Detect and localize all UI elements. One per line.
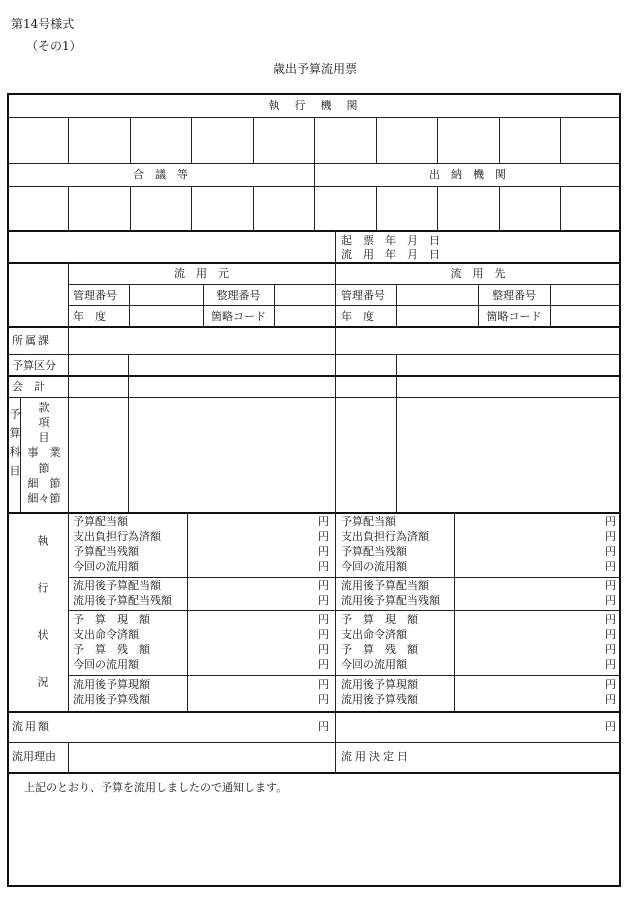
source-status-label: 今回の流用額 xyxy=(73,658,139,671)
line xyxy=(130,117,131,163)
source-status-label: 流用後予算配当残額 xyxy=(73,594,172,607)
line xyxy=(68,742,69,772)
dest-status-label: 流用後予算配当残額 xyxy=(341,594,440,607)
dest-mgmt-no-label: 管理番号 xyxy=(341,289,385,302)
line xyxy=(376,186,377,230)
source-ref-no-label: 整理番号 xyxy=(216,289,261,302)
yen-unit: 円 xyxy=(605,594,616,607)
account-label: 会 計 xyxy=(12,380,45,393)
form-number: 第14号様式 xyxy=(11,17,75,31)
line xyxy=(68,375,69,397)
line xyxy=(7,772,621,774)
line xyxy=(7,326,621,328)
line xyxy=(68,512,69,711)
dest-status-label: 支出命令済額 xyxy=(341,628,407,641)
budget-item-line: 事 業 xyxy=(27,446,61,459)
dest-status-label: 流用後予算配当額 xyxy=(341,579,429,592)
yen-unit: 円 xyxy=(318,515,329,528)
notice-text: 上記のとおり、予算を流用しましたので通知します。 xyxy=(24,781,288,794)
source-mgmt-no-label: 管理番号 xyxy=(73,289,117,302)
dest-status-label: 支出負担行為済額 xyxy=(341,530,429,543)
source-year-label: 年 度 xyxy=(73,310,106,323)
budget-item-line: 款 xyxy=(38,401,50,414)
line xyxy=(68,186,69,230)
dest-status-label: 今回の流用額 xyxy=(341,658,407,671)
line xyxy=(437,117,438,163)
yen-unit: 円 xyxy=(318,530,329,543)
line xyxy=(274,284,275,326)
line xyxy=(314,186,315,230)
yen-unit: 円 xyxy=(605,613,616,626)
line xyxy=(7,230,621,232)
yen-unit: 円 xyxy=(318,693,329,706)
dest-header: 流 用 先 xyxy=(450,267,506,280)
yen-unit: 円 xyxy=(318,678,329,691)
line xyxy=(335,326,336,512)
yen-unit: 円 xyxy=(318,613,329,626)
yen-unit: 円 xyxy=(318,658,329,671)
line xyxy=(187,512,188,711)
source-status-label: 流用後予算残額 xyxy=(73,693,150,706)
source-status-label: 流用後予算現額 xyxy=(73,678,150,691)
dest-status-label: 流用後予算現額 xyxy=(341,678,418,691)
line xyxy=(253,186,254,230)
line xyxy=(396,284,397,326)
yen-unit: 円 xyxy=(605,658,616,671)
source-status-label: 予 算 現 額 xyxy=(73,613,150,626)
dept-label: 所属課 xyxy=(12,334,51,347)
source-status-label: 流用後予算配当額 xyxy=(73,579,161,592)
line xyxy=(128,354,129,512)
line xyxy=(550,284,551,326)
exec-agency-header: 執 行 機 関 xyxy=(268,99,360,112)
line xyxy=(130,186,131,230)
line xyxy=(68,326,69,376)
line xyxy=(68,610,621,611)
line xyxy=(68,284,621,285)
line xyxy=(560,117,561,163)
yen-unit: 円 xyxy=(318,643,329,656)
line xyxy=(454,512,455,711)
yen-unit: 円 xyxy=(605,530,616,543)
source-status-label: 予 算 残 額 xyxy=(73,643,150,656)
line xyxy=(7,742,621,743)
yen-unit: 円 xyxy=(605,643,616,656)
dest-status-label: 流用後予算残額 xyxy=(341,693,418,706)
yen-unit: 円 xyxy=(318,560,329,573)
line xyxy=(68,675,621,676)
source-status-label: 支出負担行為済額 xyxy=(73,530,161,543)
line xyxy=(314,117,315,163)
line xyxy=(7,512,621,514)
budget-item-line: 項 xyxy=(38,416,50,429)
yen-unit: 円 xyxy=(605,560,616,573)
budget-item-line: 節 xyxy=(38,462,50,475)
source-status-label: 予算配当残額 xyxy=(73,545,139,558)
dest-ref-no-label: 整理番号 xyxy=(492,289,536,302)
document-title: 歳出予算流用票 xyxy=(272,62,357,76)
line xyxy=(499,186,500,230)
line xyxy=(191,186,192,230)
source-code-label: 箇略コード xyxy=(211,310,266,323)
transfer-date-label: 流 用 年 月 日 xyxy=(341,248,440,261)
yen-unit: 円 xyxy=(605,678,616,691)
yen-unit: 円 xyxy=(318,628,329,641)
yen-unit: 円 xyxy=(605,579,616,592)
budget-item-line: 目 xyxy=(38,431,50,444)
line xyxy=(68,117,69,163)
line xyxy=(7,262,621,264)
budget-div-label: 予算区分 xyxy=(12,359,56,372)
line xyxy=(7,397,621,398)
council-header: 合 議 等 xyxy=(133,168,188,181)
line xyxy=(376,117,377,163)
transfer-reason-label: 流用理由 xyxy=(12,750,56,763)
budget-item-line: 細々節 xyxy=(27,492,61,505)
source-status-label: 予算配当額 xyxy=(73,515,128,528)
budget-item-line: 細 節 xyxy=(27,477,61,490)
line xyxy=(335,711,336,772)
line xyxy=(560,186,561,230)
line xyxy=(437,186,438,230)
line xyxy=(396,354,397,512)
form-subnumber: （その1） xyxy=(26,39,82,53)
source-status-label: 支出命令済額 xyxy=(73,628,139,641)
treasury-header: 出 納 機 関 xyxy=(429,168,506,181)
transfer-amount-label: 流用額 xyxy=(12,720,51,733)
line xyxy=(253,117,254,163)
line xyxy=(335,512,336,711)
source-header: 流 用 元 xyxy=(174,267,229,280)
yen-unit: 円 xyxy=(318,579,329,592)
line xyxy=(68,305,621,306)
transfer-amount-yen-right: 円 xyxy=(605,720,616,733)
dest-status-label: 予 算 現 額 xyxy=(341,613,418,626)
line xyxy=(191,117,192,163)
line xyxy=(335,230,336,262)
yen-unit: 円 xyxy=(605,515,616,528)
line xyxy=(499,117,500,163)
line xyxy=(68,577,621,578)
yen-unit: 円 xyxy=(605,693,616,706)
decision-date-label: 流用決定日 xyxy=(341,750,411,763)
draft-date-label: 起 票 年 月 日 xyxy=(341,234,440,247)
yen-unit: 円 xyxy=(318,545,329,558)
line xyxy=(7,375,621,377)
line xyxy=(7,711,621,713)
line xyxy=(129,284,130,326)
line xyxy=(68,397,69,512)
dest-year-label: 年 度 xyxy=(341,310,374,323)
line xyxy=(7,354,621,355)
dest-status-label: 予算配当残額 xyxy=(341,545,407,558)
dest-status-label: 今回の流用額 xyxy=(341,560,407,573)
dest-code-label: 箇略コード xyxy=(486,310,542,323)
yen-unit: 円 xyxy=(605,628,616,641)
budget-items-group-label: 予算科目 xyxy=(8,408,21,484)
dest-status-label: 予算配当額 xyxy=(341,515,396,528)
source-status-label: 今回の流用額 xyxy=(73,560,139,573)
exec-status-label: 執行状況 xyxy=(36,535,49,723)
yen-unit: 円 xyxy=(318,594,329,607)
dest-status-label: 予 算 残 額 xyxy=(341,643,418,656)
transfer-amount-yen-left: 円 xyxy=(318,720,329,733)
yen-unit: 円 xyxy=(605,545,616,558)
